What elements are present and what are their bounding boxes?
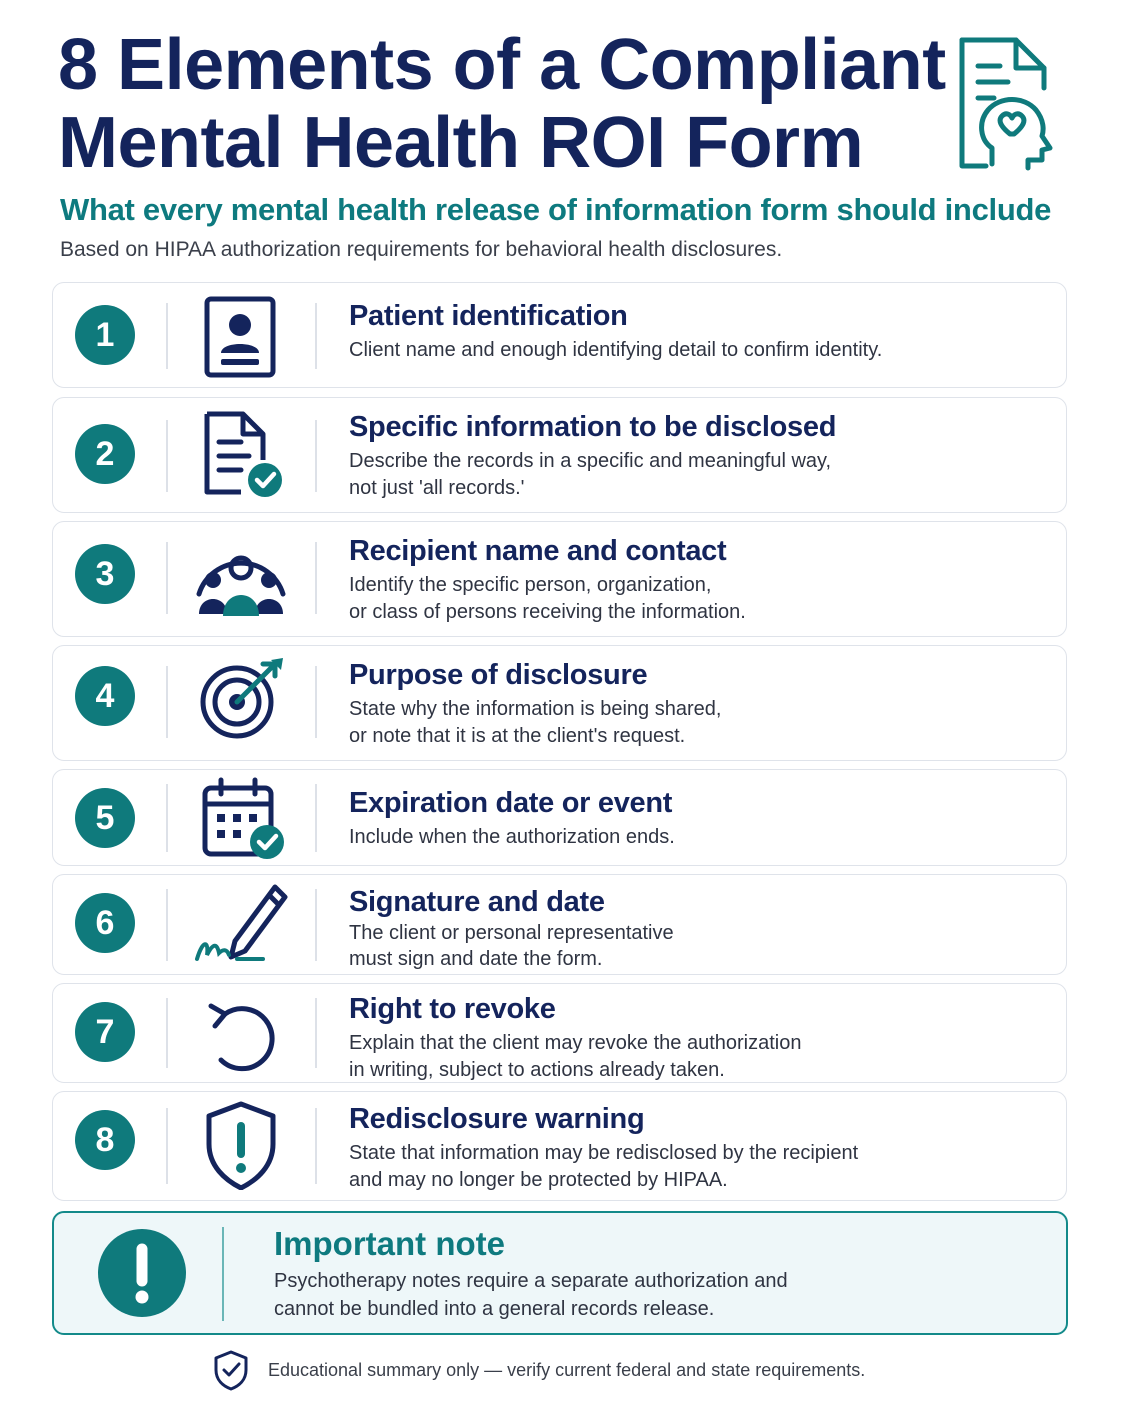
step-number-badge: 1 <box>75 305 135 365</box>
shield-check-icon <box>212 1349 250 1391</box>
pen-signature-icon <box>191 879 291 969</box>
target-arrow-icon <box>191 654 291 744</box>
element-card-6 <box>52 874 1067 975</box>
document-head-heart-icon <box>948 30 1058 175</box>
element-description: State why the information is being shared, or note that it is at the client's request. <box>349 698 722 747</box>
step-number-badge: 5 <box>75 788 135 848</box>
element-card-5 <box>52 769 1067 866</box>
element-title: Purpose of disclosure <box>349 659 648 691</box>
element-card-7 <box>52 983 1067 1083</box>
element-title: Signature and date <box>349 886 605 918</box>
step-number-badge: 6 <box>75 893 135 953</box>
element-card-1 <box>52 282 1067 388</box>
element-card-3 <box>52 521 1067 637</box>
element-description: Identify the specific person, organization, or class of persons receiving the information. <box>349 574 746 623</box>
note-description: Psychotherapy notes require a separate authorization and cannot be bundled into a general records release. <box>274 1270 788 1320</box>
basis-note: Based on HIPAA authorization requirements for behavioral health disclosures. <box>60 238 783 261</box>
element-card-2 <box>52 397 1067 513</box>
title-line-1: 8 Elements of a Compliant <box>58 25 946 105</box>
step-number-badge: 4 <box>75 666 135 726</box>
step-number-badge: 2 <box>75 424 135 484</box>
element-description: Describe the records in a specific and meaningful way, not just 'all records.' <box>349 450 832 499</box>
element-description: State that information may be redisclosed by the recipient and may no longer be protected by HIPAA. <box>349 1142 859 1191</box>
page-title <box>58 25 946 183</box>
people-group-icon <box>191 534 291 624</box>
element-description: Client name and enough identifying detail to confirm identity. <box>349 339 883 361</box>
step-number-badge: 7 <box>75 1002 135 1062</box>
element-card-4 <box>52 645 1067 761</box>
step-number-badge: 3 <box>75 544 135 604</box>
element-card-8 <box>52 1091 1067 1201</box>
element-description: Include when the authorization ends. <box>349 826 675 848</box>
subtitle: What every mental health release of information form should include <box>60 192 1052 227</box>
document-check-icon <box>191 410 291 500</box>
element-title: Redisclosure warning <box>349 1103 645 1135</box>
exclamation-icon <box>98 1229 186 1317</box>
element-description: The client or personal representative must sign and date the form. <box>349 922 674 970</box>
calendar-check-icon <box>191 774 291 864</box>
note-title: Important note <box>274 1225 505 1262</box>
element-title: Recipient name and contact <box>349 535 727 567</box>
step-number-badge: 8 <box>75 1110 135 1170</box>
element-title: Specific information to be disclosed <box>349 411 837 443</box>
important-note <box>52 1211 1068 1335</box>
element-title: Expiration date or event <box>349 787 673 819</box>
footer-disclaimer: Educational summary only — verify current federal and state requirements. <box>268 1359 866 1380</box>
patient-id-card-icon <box>191 291 291 381</box>
element-description: Explain that the client may revoke the authorization in writing, subject to actions already taken. <box>349 1032 802 1081</box>
element-title: Right to revoke <box>349 993 556 1025</box>
title-line-2: Mental Health ROI Form <box>58 103 864 183</box>
footer <box>212 1348 865 1392</box>
revoke-arrow-icon <box>191 988 291 1078</box>
element-title: Patient identification <box>349 300 628 332</box>
shield-exclamation-icon <box>191 1100 291 1190</box>
